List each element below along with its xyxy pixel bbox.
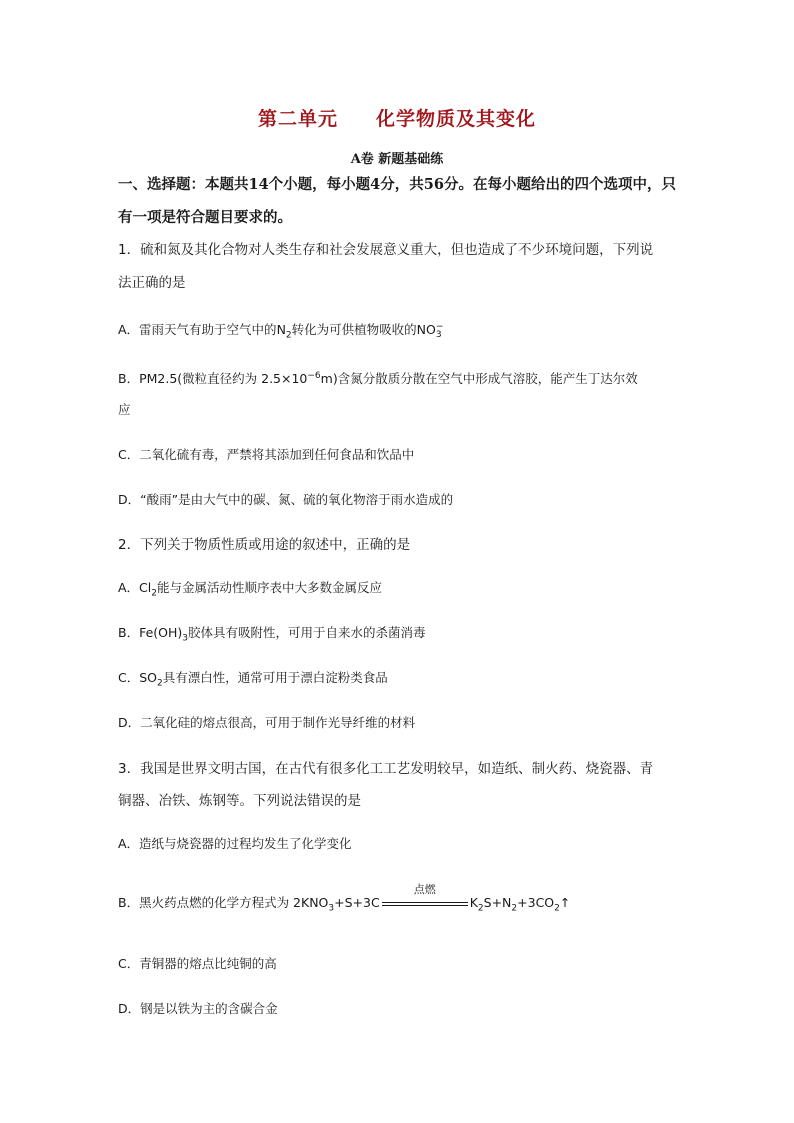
q1-option-c: C．二氧化硫有毒，严禁将其添加到任何食品和饮品中 xyxy=(118,447,415,462)
q2-option-d: D．二氧化硅的熔点很高，可用于制作光导纤维的材料 xyxy=(118,715,416,730)
section-line-2: 有一项是符合题目要求的。 xyxy=(118,209,292,226)
q2-option-b: B．$Fe(OH)_3$胶体具有吸附性，可用于自来水的杀菌消毒 xyxy=(118,625,426,644)
unit-topic: 化学物质及其变化 xyxy=(376,108,537,130)
reaction-condition: 点燃 xyxy=(413,882,436,896)
section-line-1: 一、选择题：本题共14个小题，每小题4分，共56分。在每小题给出的四个选项中，只 xyxy=(118,176,676,193)
paper-subtitle: A卷 新题基础练 xyxy=(350,152,444,167)
q1-option-d: D．“酸雨”是由大气中的碳、氮、硫的氧化物溶于雨水造成的 xyxy=(118,492,454,507)
q3-stem-line1: 3．我国是世界文明古国，在古代有很多化工工艺发明较早，如造纸、制火药、烧瓷器、青 xyxy=(118,761,654,777)
q3-option-b: B．黑火药点燃的化学方程式为 $2KNO_3+S+3C$ 点燃 $K_2S+N_2+3CO_2↑$ xyxy=(118,882,571,914)
q2-option-a: A．$Cl_2$能与金属活动性顺序表中大多数金属反应 xyxy=(118,580,383,599)
q2-stem: 2．下列关于物质性质或用途的叙述中，正确的是 xyxy=(118,537,411,553)
q1-stem-line2: 法正确的是 xyxy=(118,275,186,291)
q1-stem-line1: 1．硫和氮及其化合物对人类生存和社会发展意义重大，但也造成了不少环境问题，下列说 xyxy=(118,242,654,258)
q3-stem-line2: 铜器、冶铁、炼钢等。下列说法错误的是 xyxy=(118,793,361,809)
q1-option-a: A．雷雨天气有助于空气中的$N_2$转化为可供植物吸收的NO − 3 xyxy=(118,321,444,341)
section-instructions xyxy=(118,168,688,234)
unit-label: 第二单元 xyxy=(257,108,338,130)
page-title xyxy=(0,104,794,131)
reaction-arrow xyxy=(382,882,468,911)
q3-option-c: C．青铜器的熔点比纯铜的高 xyxy=(118,956,277,971)
q3-option-a: A．造纸与烧瓷器的过程均发生了化学变化 xyxy=(118,836,352,851)
q1-option-b-line1: B．PM2.5(微粒直径约为 $2.5\times 10^{-6}m$)含氮分散质分散在空气中形成气溶胶，能产生丁达尔效 xyxy=(118,370,638,386)
q1-option-b-line2: 应 xyxy=(118,402,131,417)
q3-option-d: D．钢是以铁为主的含碳合金 xyxy=(118,1001,278,1016)
q2-option-c: C．$SO_2$具有漂白性，通常可用于漂白淀粉类食品 xyxy=(118,670,388,689)
